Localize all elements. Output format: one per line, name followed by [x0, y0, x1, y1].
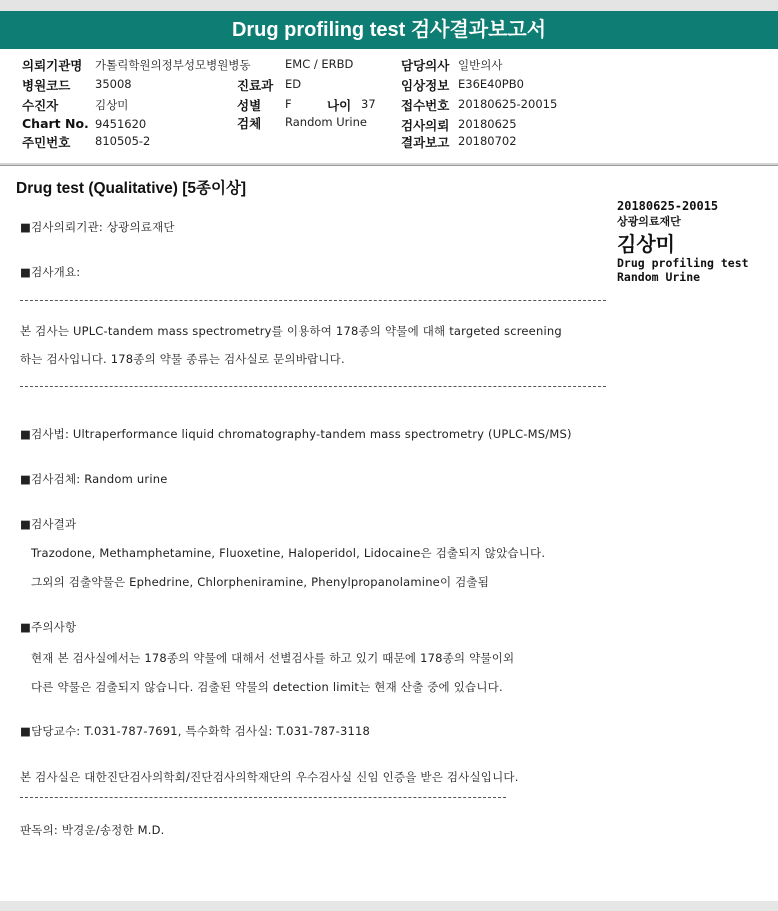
ssn-label: 주민번호: [22, 135, 71, 150]
ssn-value: 810505-2: [95, 134, 151, 148]
request-label: 검사의뢰: [401, 118, 450, 133]
clinical-label: 임상정보: [401, 78, 450, 93]
method-line: ■검사법: Ultraperformance liquid chromatography-tandem mass spectrometry (UPLC-MS/MS): [20, 427, 572, 441]
dashed-rule: [20, 300, 606, 301]
age-value: 37: [361, 97, 376, 111]
contact-line: ■담당교수: T.031-787-7691, 특수화학 검사실: T.031-787-3118: [20, 724, 371, 738]
sticker-institution: 상광의료재단: [617, 215, 681, 228]
specimen-label: 검체: [237, 116, 262, 131]
sex-value: F: [285, 97, 292, 111]
notes-heading: ■주의사항: [20, 620, 77, 634]
section-title: Drug test (Qualitative) [5종이상]: [16, 180, 247, 197]
dashed-rule: [20, 386, 606, 387]
sticker-specimen: Random Urine: [617, 270, 701, 284]
hospital-code-label: 병원코드: [22, 78, 71, 93]
institution-line: ■검사의뢰기관: 상광의료재단: [20, 220, 175, 234]
sticker-test: Drug profiling test: [617, 256, 749, 270]
notes-line-2: 다른 약물은 검출되지 않습니다. 검출된 약물의 detection limit는 현재 산출 중에 있습니다.: [31, 680, 503, 694]
result-line-2: 그외의 검출약물은 Ephedrine, Chlorpheniramine, Phenylpropanolamine이 검출됨: [31, 575, 490, 589]
receipt-value: 20180625-20015: [458, 97, 558, 111]
overview-line-2: 하는 검사입니다. 178종의 약물 종류는 검사실로 문의바랍니다.: [20, 352, 345, 366]
bottom-strip: [0, 901, 778, 911]
specimen-value: Random Urine: [285, 115, 367, 129]
sticker-receipt: 20180625-20015: [617, 199, 719, 213]
doctor-value: 일반의사: [458, 58, 503, 72]
result-line-1: Trazodone, Methamphetamine, Fluoxetine, Haloperidol, Lidocaine은 검출되지 않았습니다.: [31, 546, 546, 560]
report-title: Drug profiling test 검사결과보고서: [0, 11, 778, 49]
request-value: 20180625: [458, 117, 517, 131]
sex-label: 성별: [237, 98, 262, 113]
specimen-line: ■검사검체: Random urine: [20, 472, 168, 486]
notes-line-1: 현재 본 검사실에서는 178종의 약물에 대해서 선별검사를 하고 있기 때문에 178종의 약물이외: [31, 651, 515, 665]
clinical-value: E36E40PB0: [458, 77, 524, 91]
ward-value: EMC / ERBD: [285, 57, 354, 71]
dept-value: ED: [285, 77, 302, 91]
doctor-label: 담당의사: [401, 58, 450, 73]
chart-value: 9451620: [95, 117, 147, 131]
dept-label: 진료과: [237, 78, 274, 93]
report-label: 결과보고: [401, 135, 450, 150]
patient-label: 수진자: [22, 98, 59, 113]
overview-heading: ■검사개요:: [20, 265, 81, 279]
reader-line: 판독의: 박경운/송정한 M.D.: [20, 823, 165, 837]
patient-value: 김상미: [95, 98, 129, 112]
hospital-label: 의뢰기관명: [22, 58, 83, 73]
hospital-code-value: 35008: [95, 77, 132, 91]
certification-line: 본 검사실은 대한진단검사의학회/진단검사의학재단의 우수검사실 신임 인증을 받은 검사실입니다.: [20, 770, 519, 784]
report-value: 20180702: [458, 134, 517, 148]
result-heading: ■검사결과: [20, 517, 77, 531]
sticker-patient: 김상미: [617, 232, 675, 256]
receipt-label: 접수번호: [401, 98, 450, 113]
chart-label: Chart No.: [22, 116, 89, 131]
hospital-value: 가톨릭학원의정부성모병원병동: [95, 58, 251, 72]
dashed-rule: [20, 797, 506, 798]
overview-line-1: 본 검사는 UPLC-tandem mass spectrometry를 이용하여 178종의 약물에 대해 targeted screening: [20, 324, 562, 338]
age-label: 나이: [327, 98, 352, 113]
